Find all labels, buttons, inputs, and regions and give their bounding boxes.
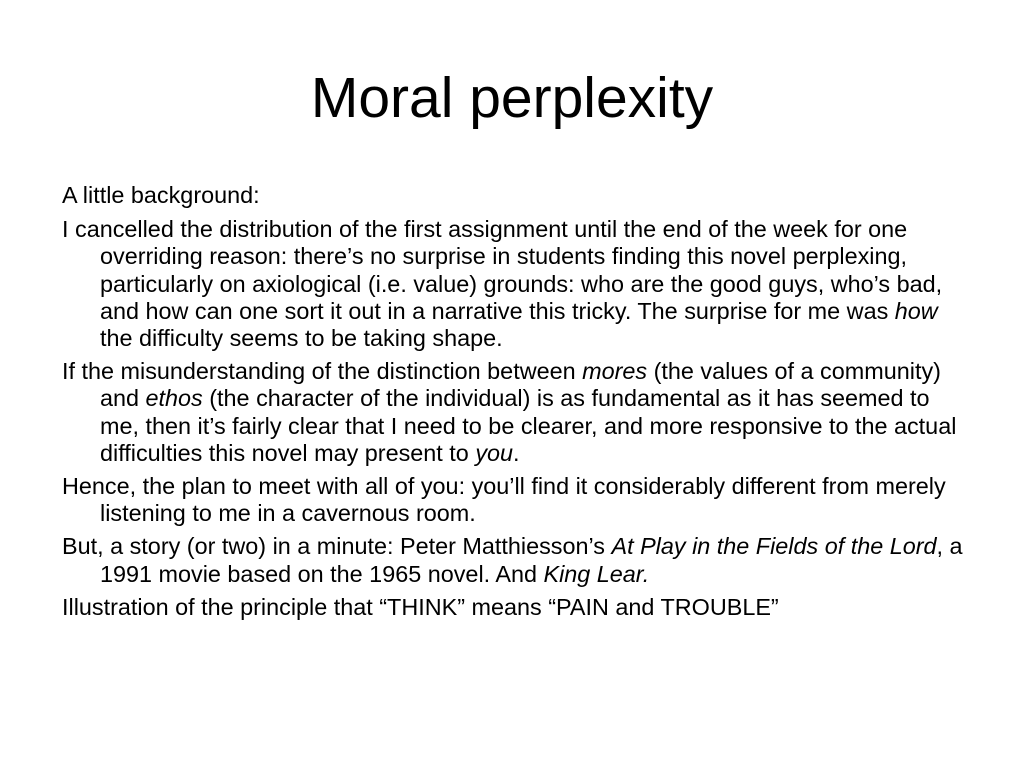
paragraph-text: . bbox=[513, 439, 520, 466]
italic-text: how bbox=[894, 297, 938, 324]
paragraph-text: (the values of a community) and bbox=[100, 358, 941, 412]
paragraph-background bbox=[62, 182, 967, 209]
italic-text: King Lear. bbox=[543, 560, 650, 587]
paragraph-cancelled-assignment bbox=[62, 216, 967, 352]
paragraph-text: If the misunderstanding of the distinction between bbox=[62, 358, 583, 385]
paragraph-text: Illustration of the principle that “THINK” means “PAIN and TROUBLE” bbox=[62, 593, 779, 620]
paragraph-text: (the character of the individual) is as fundamental as it has seemed to me, then it’s fairly clear that I need to be clearer, and more responsive to the actual difficulties this novel may present to bbox=[100, 385, 957, 466]
italic-text: ethos bbox=[145, 385, 203, 412]
slide-body bbox=[62, 182, 967, 627]
paragraph-text: A little background: bbox=[62, 182, 260, 208]
paragraph-text: But, a story (or two) in a minute: Peter Matthiesson’s bbox=[62, 533, 612, 560]
paragraph-text: I cancelled the distribution of the first assignment until the end of the week for one overriding reason: there’s no surprise in students finding this novel perplexing, particularly on axiological (i.e. value) grounds: who are the good guys, who’s bad, and how can one sort it out in a narrative this tricky. The surprise for me was bbox=[62, 216, 943, 324]
paragraph-text: , a 1991 movie based on the 1965 novel. And bbox=[100, 533, 963, 587]
italic-text: At Play in the Fields of the Lord bbox=[611, 533, 937, 560]
paragraph-text: Hence, the plan to meet with all of you: you’ll find it considerably different from merely listening to me in a cavernous room. bbox=[62, 473, 946, 527]
paragraph-meeting-plan bbox=[62, 473, 967, 527]
paragraph-story bbox=[62, 533, 967, 587]
paragraph-mores-ethos bbox=[62, 358, 967, 467]
paragraph-think-principle bbox=[62, 594, 967, 621]
italic-text: mores bbox=[582, 358, 648, 385]
paragraph-text: the difficulty seems to be taking shape. bbox=[100, 325, 503, 352]
slide-title: Moral perplexity bbox=[310, 66, 714, 130]
italic-text: you bbox=[475, 439, 514, 466]
